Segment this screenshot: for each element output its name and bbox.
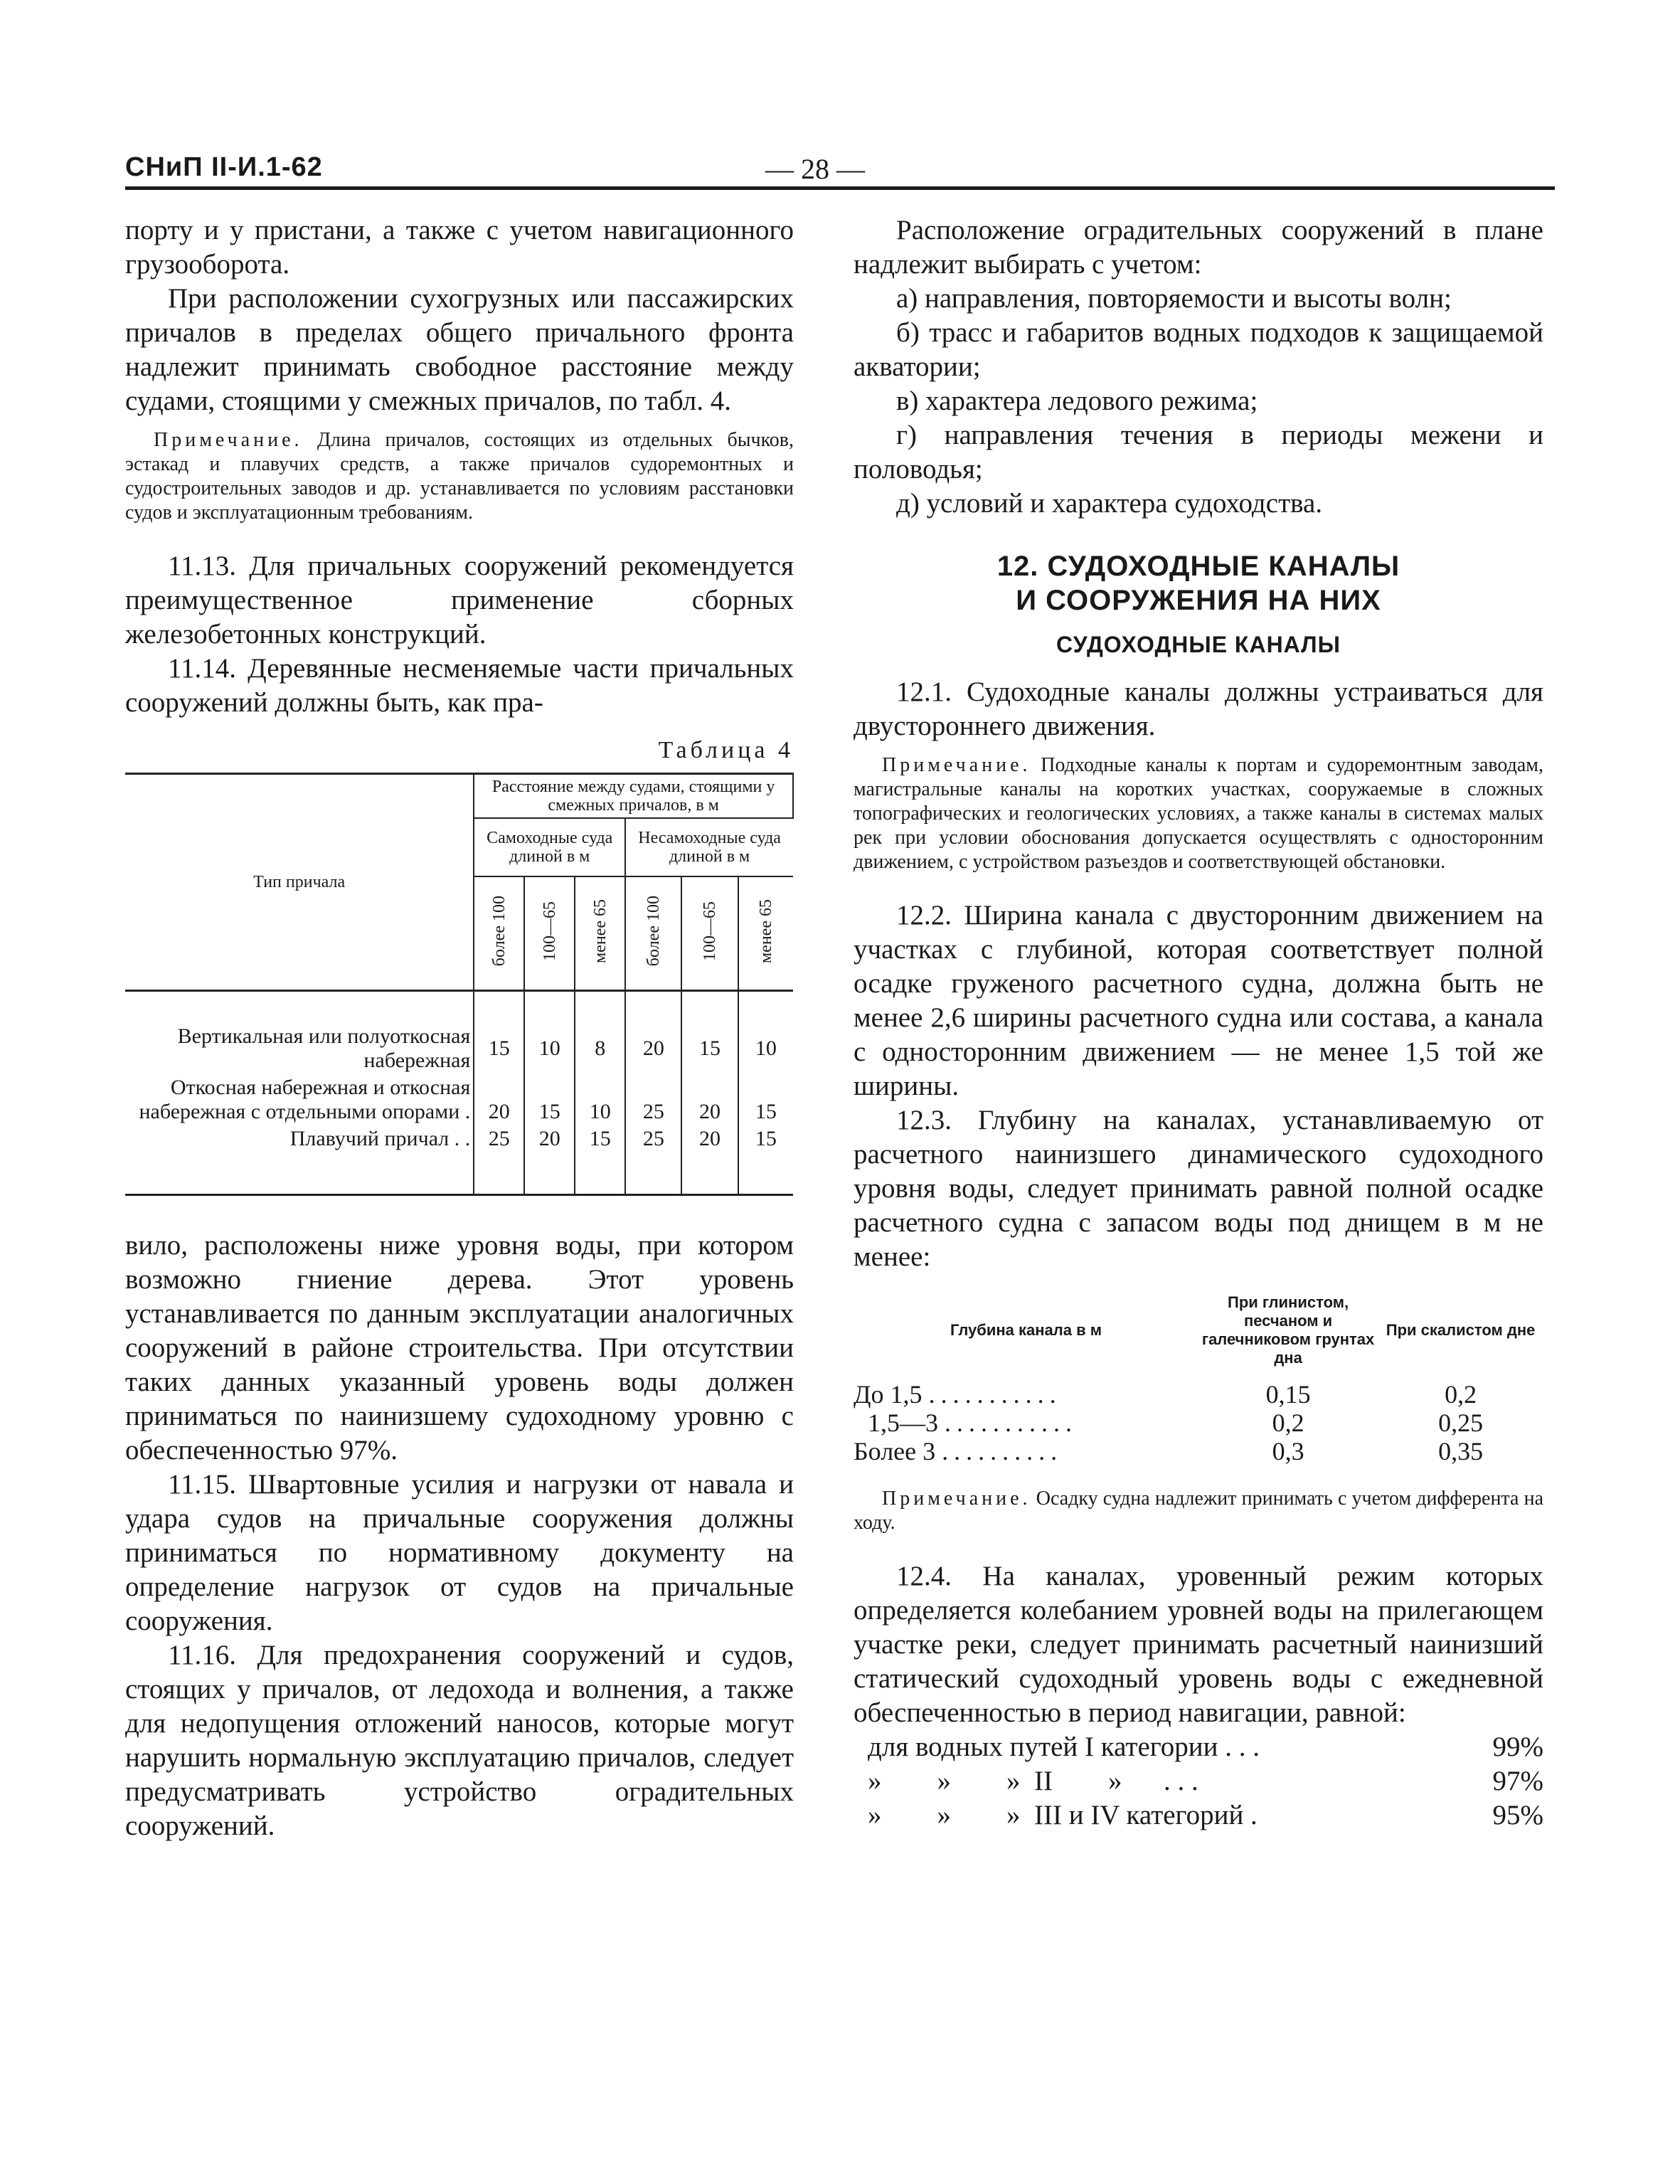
right-column: [854, 213, 1543, 1833]
category-row: [854, 1798, 1543, 1833]
note-text: Длина причалов, состоящих из отдельных бычков, эстакад и плавучих средств, а также причалов судоремонтных и судостроительных заводов и др. устанавливается по условиям расстановки судов и эксплуатационным требованиям.: [125, 429, 794, 524]
table-header-type: Тип причала: [125, 774, 474, 991]
paragraph-11-13: 11.13. Для причальных сооружений рекомендуется преимущественное применение сборных железобетонных конструкций.: [125, 551, 794, 650]
paragraph-11-14: 11.14. Деревянные несменяемые части причальных сооружений должны быть, как пра-: [125, 653, 794, 718]
table-row: [854, 1380, 1543, 1409]
table-header-self-propelled: Самоходные суда длиной в м: [474, 818, 625, 876]
depth-cell-clay: 0,2: [1272, 1409, 1304, 1437]
category-row: [854, 1730, 1543, 1764]
category-label: для водных путей I категории . . .: [868, 1732, 1260, 1762]
page-number: — 28 —: [765, 153, 865, 185]
table-cell: 25: [474, 1125, 524, 1195]
paragraph-12-4: 12.4. На каналах, уровенный режим которых определяется колебанием уровней воды на прилегающем участке реки, следует принимать расчетный наинизший статический судоходный уровень воды с ежедневной обеспеченностью в период навигации, равной:: [854, 1561, 1543, 1728]
depth-header-depth: Глубина канала в м: [950, 1321, 1102, 1339]
table-cell: 15: [474, 990, 524, 1074]
table-header-length: более 100: [625, 876, 681, 990]
table-row: [125, 1125, 793, 1195]
depth-cell-clay: 0,3: [1272, 1437, 1304, 1465]
subsection-title: СУДОХОДНЫЕ КАНАЛЫ: [1056, 632, 1341, 657]
depth-header-rock: При скалистом дне: [1386, 1321, 1536, 1339]
depth-cell-rock: 0,2: [1445, 1380, 1477, 1409]
table-header-length: менее 65: [738, 876, 793, 990]
paragraph-12-3: 12.3. Глубину на каналах, устанавливаемую от расчетного наинизшего динамического судоходного уровня воды, следует принимать равной полной осадке расчетного судна с запасом воды под днищем в м не менее:: [854, 1105, 1543, 1272]
note-text: Осадку судна надлежит принимать с учетом дифферента на ходу.: [854, 1488, 1543, 1534]
note-label: Примечание.: [154, 429, 303, 451]
table-cell: 25: [625, 1074, 681, 1125]
category-value: 95%: [1492, 1800, 1543, 1830]
table-header-length: менее 65: [575, 876, 625, 990]
table-header-group: Расстояние между судами, стоящими у смежных причалов, в м: [474, 774, 793, 819]
document-code: СНиП II-И.1-62: [125, 152, 323, 182]
table-cell: 20: [524, 1125, 575, 1195]
category-label: » » » III и IV категорий .: [868, 1800, 1258, 1830]
table-row: [854, 1437, 1543, 1465]
table-cell: 20: [681, 1125, 738, 1195]
table-row: [125, 1074, 793, 1125]
table-cell: 25: [625, 1125, 681, 1195]
note-berth-length: [125, 428, 794, 525]
paragraph-11-16: 11.16. Для предохранения сооружений и судов, стоящих у причалов, от ледохода и волнения, а также для недопущения отложений наносов, которые могут нарушить нормальную эксплуатацию причалов, следует предусматривать устройство оградительных сооружений.: [125, 1639, 794, 1841]
paragraph-breakwater-layout: Расположение оградительных сооружений в плане надлежит выбирать с учетом:: [854, 215, 1543, 280]
depth-cell: До 1,5 ...........: [854, 1380, 1062, 1409]
depth-cell-clay: 0,15: [1265, 1380, 1311, 1409]
note-draft: [854, 1487, 1543, 1535]
depth-cell: Более 3 ..........: [854, 1437, 1063, 1465]
table-cell: 10: [738, 990, 793, 1074]
paragraph-12-2: 12.2. Ширина канала с двусторонним движением на участках с глубиной, которая соответствует полной осадке груженого расчетного судна, должна быть не менее 2,6 ширины расчетного судна или состава, а канала с односторонним движением — не менее 1,5 той же ширины.: [854, 900, 1543, 1101]
table-row: [854, 1409, 1543, 1437]
list-item: д) условий и характера судоходства.: [896, 488, 1323, 519]
list-item: б) трасс и габаритов водных подходов к защищаемой акватории;: [854, 317, 1543, 382]
table-cell-type: Откосная набережная и откосная набережная с отдельными опорами .: [125, 1074, 474, 1125]
table-cell-type: Вертикальная или полуоткосная набережная: [125, 990, 474, 1074]
note-label: Примечание.: [882, 754, 1031, 776]
table-cell: 15: [738, 1074, 793, 1125]
table-cell: 20: [681, 1074, 738, 1125]
table-cell: 15: [524, 1074, 575, 1125]
table-row: [125, 990, 793, 1074]
list-item: а) направления, повторяемости и высоты волн;: [896, 283, 1452, 314]
category-value: 97%: [1492, 1766, 1543, 1796]
note-approach-canals: [854, 753, 1543, 874]
paragraph-water-level: вило, расположены ниже уровня воды, при котором возможно гниение дерева. Этот уровень устанавливается по данным эксплуатации аналогичных сооружений в районе строительства. При отсутствии таких данных указанный уровень воды должен приниматься по наинизшему судоходному уровню с обеспеченностью 97%.: [125, 1229, 794, 1465]
depth-cell: 1,5—3 ...........: [868, 1409, 1078, 1437]
depth-cell-rock: 0,35: [1438, 1437, 1484, 1465]
table-cell: 15: [681, 990, 738, 1074]
table-4: [125, 773, 794, 1196]
header-rule: [125, 186, 1555, 190]
paragraph-continuation: порту и у пристани, а также с учетом навигационного грузооборота.: [125, 215, 794, 280]
depth-header-clay: При глинистом, песчаном и галечниковом грунтах дна: [1201, 1293, 1375, 1367]
table-cell: 20: [625, 990, 681, 1074]
table-header-length: 100—65: [681, 876, 738, 990]
note-label: Примечание.: [882, 1488, 1031, 1510]
table-cell-type: Плавучий причал . .: [125, 1125, 474, 1195]
table-header-length: более 100: [474, 876, 524, 990]
depth-cell-rock: 0,25: [1438, 1409, 1484, 1437]
category-label: » » » II » . . .: [868, 1766, 1198, 1796]
table-4-caption: Таблица 4: [658, 737, 794, 763]
table-cell: 10: [575, 1074, 625, 1125]
table-cell: 15: [575, 1125, 625, 1195]
table-header-non-self-propelled: Несамоходные суда длиной в м: [625, 818, 793, 876]
category-value: 99%: [1492, 1732, 1543, 1762]
list-item: в) характера ледового режима;: [896, 386, 1258, 416]
table-header-length: 100—65: [524, 876, 575, 990]
table-cell: 10: [524, 990, 575, 1074]
paragraph-berth-distance: При расположении сухогрузных или пассажирских причалов в пределах общего причального фронта надлежит принимать свободное расстояние между судами, стоящими у смежных причалов, по табл. 4.: [125, 283, 794, 416]
left-column: [125, 213, 794, 1843]
paragraph-11-15: 11.15. Швартовные усилия и нагрузки от навала и удара судов на причальные сооружения должны приниматься по нормативному документу на определение нагрузок от судов на причальные сооружения.: [125, 1468, 794, 1636]
table-cell: 8: [575, 990, 625, 1074]
category-row: [854, 1764, 1543, 1798]
section-title: [854, 549, 1543, 617]
section-title-line-2: И СООРУЖЕНИЯ НА НИХ: [1016, 585, 1381, 616]
list-item: г) направления течения в периоды межени и половодья;: [854, 420, 1543, 484]
paragraph-12-1: 12.1. Судоходные каналы должны устраиваться для двустороннего движения.: [854, 677, 1543, 741]
section-title-line-1: 12. СУДОХОДНЫЕ КАНАЛЫ: [996, 551, 1400, 582]
depth-table: [854, 1293, 1543, 1465]
note-text: Подходные каналы к портам и судоремонтным заводам, магистральные каналы на коротких участках, сооружаемые в сложных топографических и геологических условиях, а также каналы в системах малых рек при условии обоснования допускается осуществлять с односторонним движением, с устройством разъездов и соответствующей обстановки.: [854, 754, 1544, 873]
table-cell: 20: [474, 1074, 524, 1125]
table-cell: 15: [738, 1125, 793, 1195]
